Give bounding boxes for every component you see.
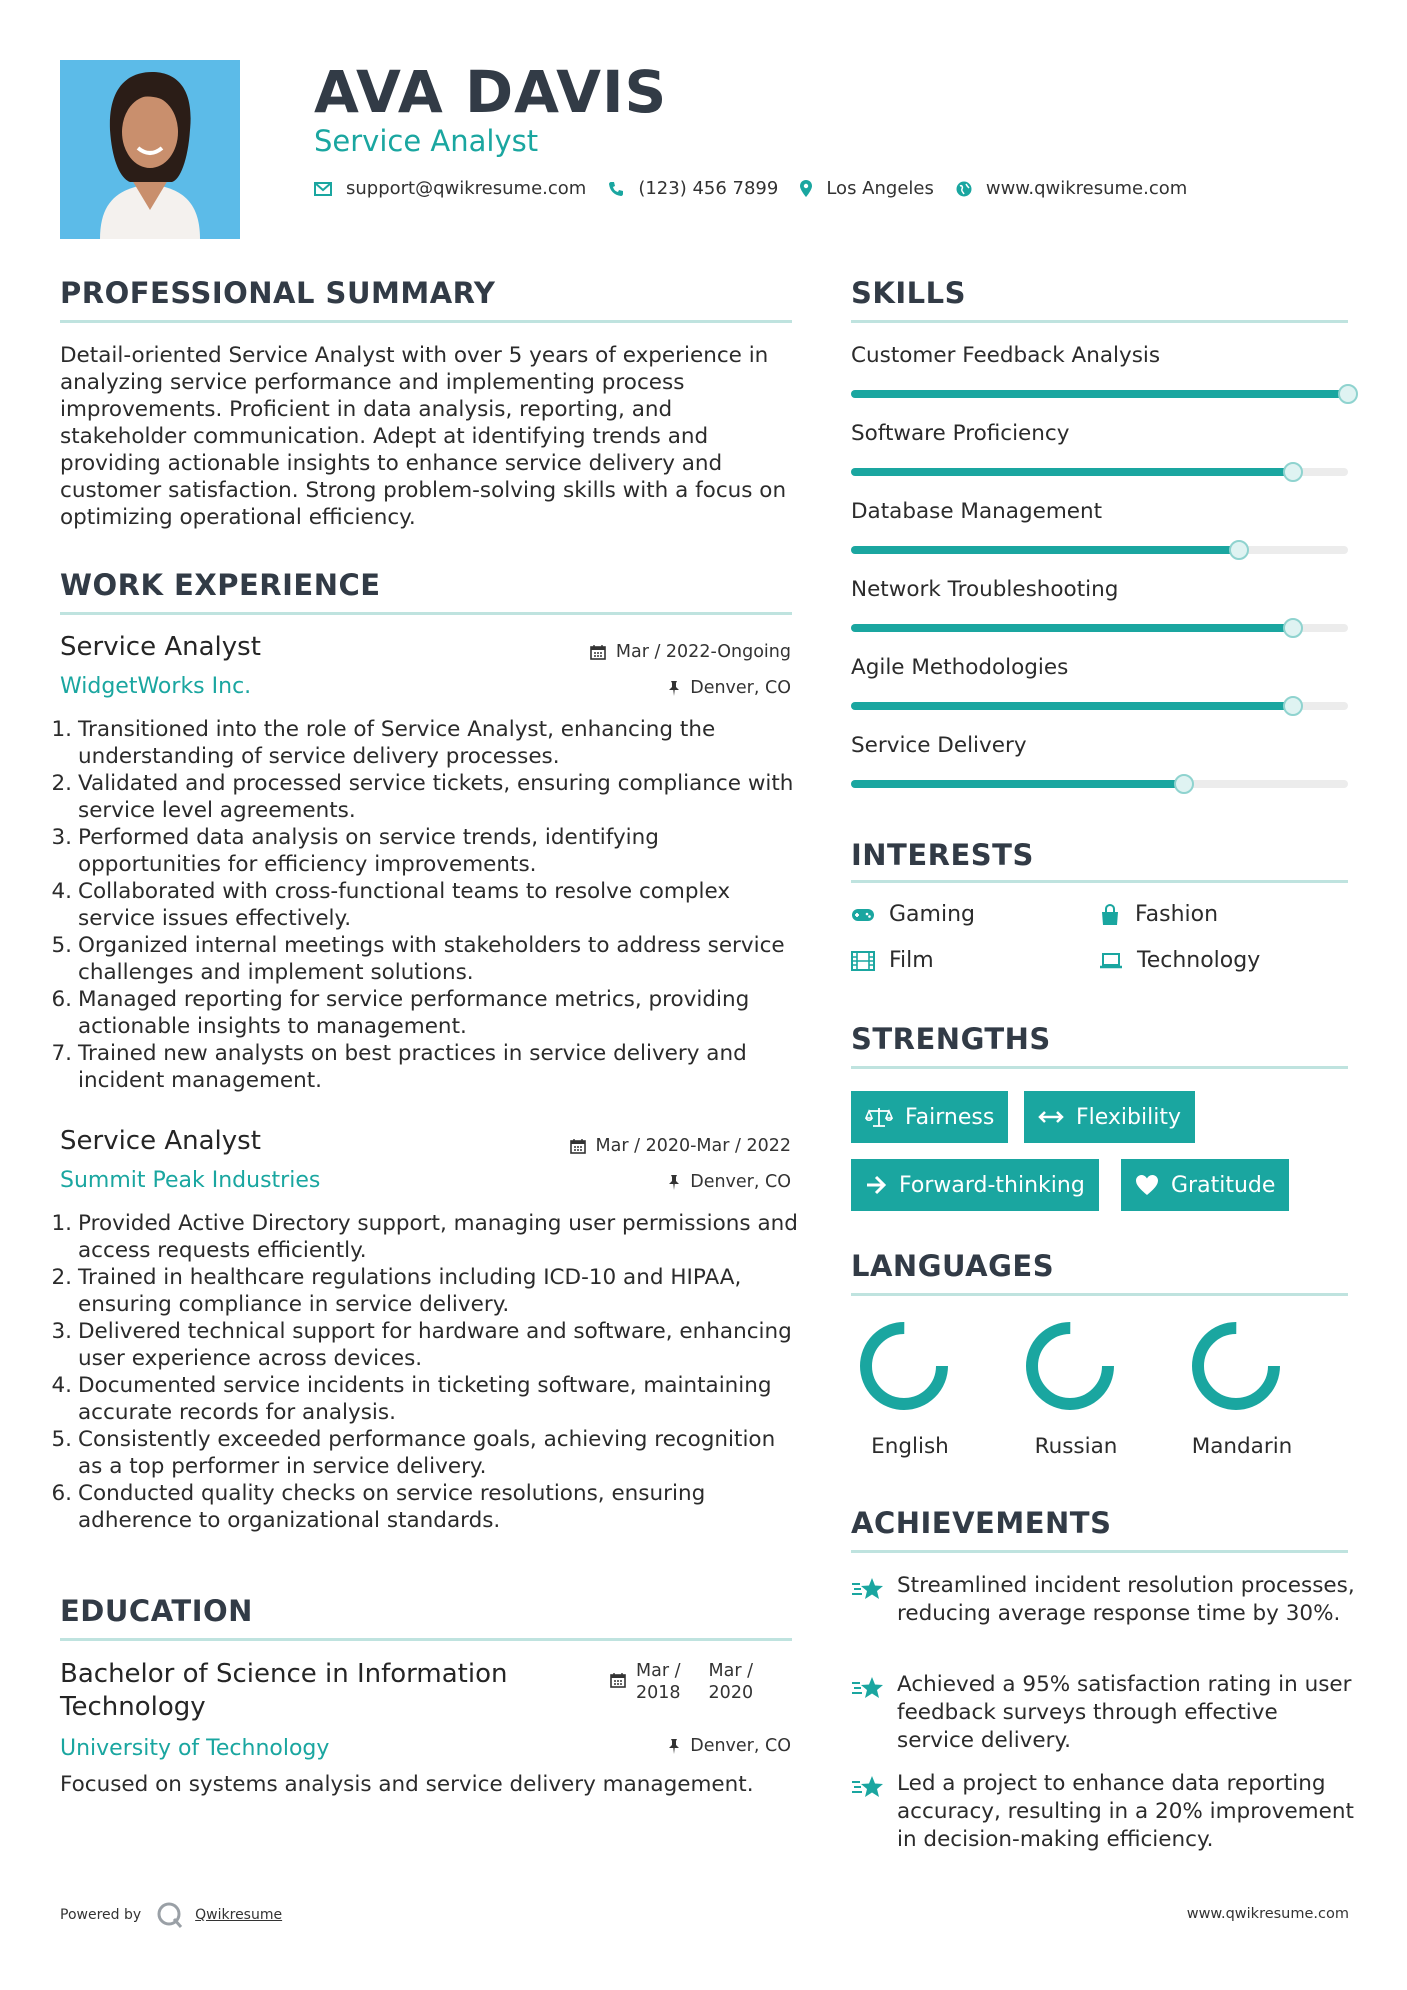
job-company: Summit Peak Industries [60,1168,321,1193]
list-item: 7. Trained new analysts on best practices in service delivery and incident management. [51,1041,747,1093]
skill-bar [851,468,1348,476]
contact-phone[interactable] [608,178,778,199]
strength-label: Fairness [905,1104,995,1130]
achievements-divider [851,1550,1348,1553]
calendar-icon [610,1672,626,1688]
education-description: Focused on systems analysis and service delivery management. [60,1772,754,1797]
interest-item [851,902,975,927]
skill-label: Network Troubleshooting [851,577,1119,602]
interest-item [851,948,934,973]
language-gauge [1188,1318,1284,1414]
experience-divider [60,612,792,615]
degree-title: Bachelor of Science in Information Technology [60,1659,508,1722]
achievement-item [851,1770,1361,1854]
strength-badge [851,1159,1099,1211]
summary-text: Detail-oriented Service Analyst with over 5 years of experience in analyzing service performance and implementing process improvements. Proficient in data analysis, reporting, and stakeholder communication. Adept at identifying trends and providing actionable insights to enhance service delivery and customer satisfaction. Strong problem-solving skills with a focus on optimizing operational efficiency. [60,343,787,530]
interest-label: Film [889,948,934,973]
gamepad-icon [851,907,875,923]
skill-knob [1283,696,1303,716]
brand-link[interactable]: Qwikresume [195,1907,283,1923]
list-item: 1. Provided Active Directory support, managing user permissions and access requests efficiently. [51,1211,798,1263]
skill-bar [851,390,1348,398]
skills-divider [851,320,1348,323]
calendar-icon [570,1138,586,1154]
powered-by-text: Powered by [60,1907,142,1923]
strength-badge [1024,1091,1195,1143]
pushpin-icon [668,680,680,696]
list-item: 4. Collaborated with cross-functional teams to resolve complex service issues effectively. [51,879,731,931]
language-gauge [856,1318,952,1414]
summary-heading: PROFESSIONAL SUMMARY [60,276,496,310]
contact-website[interactable] [956,178,1187,199]
skill-label: Agile Methodologies [851,655,1069,680]
shopping-bag-icon [1099,904,1121,926]
candidate-name: AVA DAVIS [314,58,668,126]
list-item: 5. Organized internal meetings with stakeholders to address service challenges and implement solutions. [51,933,785,985]
list-item: 1. Transitioned into the role of Service Analyst, enhancing the understanding of service delivery processes. [51,717,716,769]
job-duties-list [48,716,800,1094]
job-location-text: Denver, CO [690,678,791,698]
skill-fill [851,624,1293,632]
school-name: University of Technology [60,1736,330,1761]
website-text: www.qwikresume.com [985,178,1188,199]
pushpin-icon [668,1174,680,1190]
candidate-title: Service Analyst [314,124,539,158]
skill-label: Service Delivery [851,733,1027,758]
language-gauge [1022,1318,1118,1414]
job-dates [590,642,791,662]
languages-heading: LANGUAGES [851,1249,1055,1283]
achievement-text: Achieved a 95% satisfaction rating in user feedback surveys through effective service delivery. [897,1672,1352,1753]
arrow-right-icon [865,1175,887,1195]
skill-knob [1174,774,1194,794]
edu-location-text: Denver, CO [690,1736,791,1756]
skill-fill [851,780,1184,788]
shooting-star-icon [851,1774,885,1800]
heart-icon [1135,1174,1159,1196]
footer-powered-by [60,1900,282,1930]
film-icon [851,951,875,971]
education-divider [60,1638,792,1641]
shooting-star-icon [851,1576,885,1602]
job-location-text: Denver, CO [690,1172,791,1192]
skill-knob [1283,462,1303,482]
list-item: 6. Managed reporting for service performance metrics, providing actionable insights to management. [51,987,750,1039]
profile-photo [60,60,240,239]
balance-scale-icon [865,1106,893,1128]
job-dates-text: Mar / 2020-Mar / 2022 [595,1136,791,1156]
skill-fill [851,702,1293,710]
strengths-heading: STRENGTHS [851,1022,1051,1056]
edu-start-month: Mar / [636,1661,681,1681]
qwikresume-logo-icon [155,1900,185,1930]
job-dates [570,1136,791,1156]
experience-heading: WORK EXPERIENCE [60,568,381,602]
language-label: Russian [1034,1434,1118,1459]
achievements-heading: ACHIEVEMENTS [851,1506,1112,1540]
job-location [668,1172,791,1192]
skill-knob [1338,384,1358,404]
skill-bar [851,546,1348,554]
pushpin-icon [668,1738,680,1754]
job-title: Service Analyst [60,1126,261,1156]
list-item: 6. Conducted quality checks on service resolutions, ensuring adherence to organizational standards. [51,1481,706,1533]
education-heading: EDUCATION [60,1594,253,1628]
interests-heading: INTERESTS [851,838,1034,872]
education-location [668,1736,791,1756]
job-dates-text: Mar / 2022-Ongoing [615,642,791,662]
interest-label: Fashion [1135,902,1219,927]
contact-email[interactable] [314,178,586,199]
job-location [668,678,791,698]
globe-icon [956,181,972,197]
skill-fill [851,546,1239,554]
skill-label: Software Proficiency [851,421,1070,446]
language-label: English [871,1434,949,1459]
achievement-item [851,1572,1361,1628]
strength-label: Gratitude [1171,1172,1276,1198]
laptop-icon [1099,952,1123,970]
footer-website[interactable]: www.qwikresume.com [1186,1906,1349,1922]
strength-badge [851,1091,1008,1143]
profile-portrait-image [60,60,240,239]
skill-knob [1229,540,1249,560]
job-duties-list [48,1210,800,1534]
list-item: 2. Validated and processed service tickets, ensuring compliance with service level agreements. [51,771,794,823]
skill-bar [851,702,1348,710]
location-text: Los Angeles [826,178,934,199]
interest-item [1099,902,1218,927]
strength-label: Flexibility [1076,1104,1181,1130]
job-title: Service Analyst [60,632,261,662]
education-dates [610,1660,753,1704]
skill-bar [851,624,1348,632]
achievement-text: Streamlined incident resolution processes, reducing average response time by 30%. [897,1573,1355,1626]
edu-end-year: 2020 [708,1683,754,1703]
envelope-icon [314,182,332,196]
edu-end [709,1660,754,1704]
phone-icon [608,181,624,197]
interests-divider [851,880,1348,883]
list-item: 3. Performed data analysis on service trends, identifying opportunities for efficiency improvements. [51,825,659,877]
strength-badge [1121,1159,1289,1211]
skill-knob [1283,618,1303,638]
shooting-star-icon [851,1675,885,1701]
edu-start [636,1660,681,1704]
skill-bar [851,780,1348,788]
interest-label: Technology [1137,948,1261,973]
edu-start-year: 2018 [636,1683,681,1703]
phone-text: (123) 456 7899 [638,178,779,199]
interest-label: Gaming [889,902,975,927]
strength-label: Forward-thinking [899,1172,1085,1198]
map-marker-icon [800,180,812,197]
skill-label: Customer Feedback Analysis [851,343,1161,368]
arrows-horizontal-icon [1038,1110,1064,1124]
languages-divider [851,1293,1348,1296]
calendar-icon [590,644,606,660]
skills-heading: SKILLS [851,276,966,310]
strengths-divider [851,1066,1348,1069]
contact-location [800,178,934,199]
job-company: WidgetWorks Inc. [60,674,252,699]
list-item: 2. Trained in healthcare regulations including ICD-10 and HIPAA, ensuring compliance in service delivery. [51,1265,742,1317]
interest-item [1099,948,1260,973]
summary-divider [60,320,792,323]
contact-bar [314,178,1209,199]
achievement-text: Led a project to enhance data reporting accuracy, resulting in a 20% improvement in decision-making efficiency. [897,1771,1354,1852]
language-label: Mandarin [1191,1434,1293,1459]
list-item: 5. Consistently exceeded performance goals, achieving recognition as a top performer in service delivery. [51,1427,776,1479]
skill-fill [851,468,1293,476]
skill-fill [851,390,1348,398]
achievement-item [851,1671,1361,1755]
edu-end-month: Mar / [708,1661,754,1681]
list-item: 3. Delivered technical support for hardware and software, enhancing user experience across devices. [51,1319,792,1371]
email-text: support@qwikresume.com [346,178,587,199]
list-item: 4. Documented service incidents in ticketing software, maintaining accurate records for analysis. [51,1373,772,1425]
skill-label: Database Management [851,499,1103,524]
